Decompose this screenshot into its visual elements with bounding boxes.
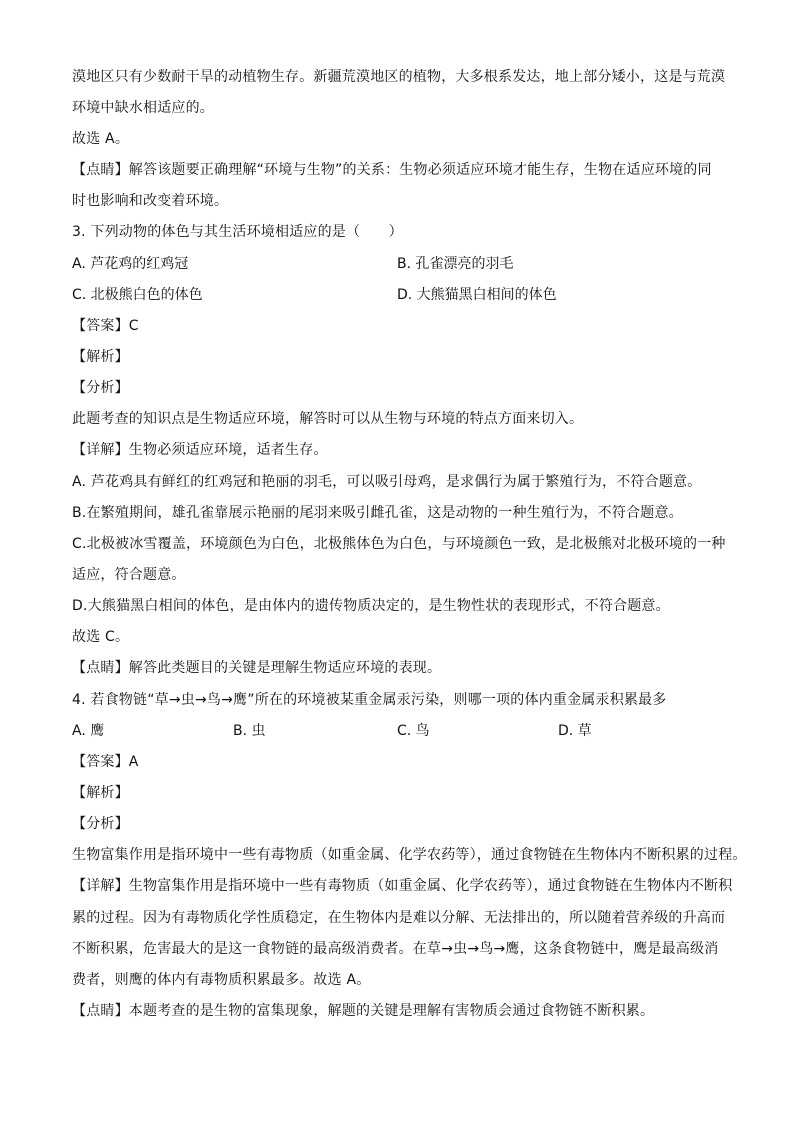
question-4-detail: 费者，则鹰的体内有毒物质积累最多。故选 A。: [72, 972, 371, 988]
question-3-detail-d: D.大熊猫黑白相间的体色，是由体内的遗传物质决定的，是生物性状的表现形式，不符合题意。: [72, 598, 670, 614]
question-3-stem: 3. 下列动物的体色与其生活环境相适应的是（ ）: [72, 224, 403, 240]
question-3-detail: 【详解】生物必须适应环境，适者生存。: [72, 442, 328, 458]
question-3-option-b: B. 孔雀漂亮的羽毛: [397, 256, 514, 272]
question-4-option-c: C. 鸟: [397, 723, 430, 739]
comment-line: 时也影响和改变着环境。: [72, 193, 229, 209]
question-4-analysis-text: 生物富集作用是指环境中一些有毒物质（如重金属、化学农药等），通过食物链在生物体内不断积累的过程。: [72, 847, 747, 863]
question-3-option-a: A. 芦花鸡的红鸡冠: [72, 256, 189, 272]
question-4-detail: 累的过程。因为有毒物质化学性质稳定，在生物体内是难以分解、无法排出的，所以随着营养级的升高而: [72, 910, 726, 926]
question-4-option-a: A. 鹰: [72, 723, 105, 739]
question-4-option-d: D. 草: [558, 723, 592, 739]
paragraph-line: 漠地区只有少数耐干旱的动植物生存。新疆荒漠地区的植物，大多根系发达，地上部分矮小，这是与荒漠: [72, 69, 726, 85]
question-3-option-c: C. 北极熊白色的体色: [72, 287, 203, 303]
question-3-detail-a: A. 芦花鸡具有鲜红的红鸡冠和艳丽的羽毛，可以吸引母鸡，是求偶行为属于繁殖行为，不符合题意。: [72, 474, 702, 490]
question-4-comment: 【点睛】本题考查的是生物的富集现象，解题的关键是理解有害物质会通过食物链不断积累。: [72, 1003, 655, 1019]
comment-line: 【点睛】解答该题要正确理解“环境与生物”的关系：生物必须适应环境才能生存，生物在适应环境的同: [72, 162, 712, 178]
question-4-detail: 不断积累，危害最大的是这一食物链的最高级消费者。在草→虫→鸟→鹰，这条食物链中，鹰是最高级消: [72, 941, 719, 957]
question-4-answer: 【答案】A: [72, 754, 139, 770]
question-3-selection: 故选 C。: [72, 629, 130, 645]
question-3-detail-c: C.北极被冰雪覆盖，环境颜色为白色，北极熊体色为白色，与环境颜色一致，是北极熊对北极环境的一种: [72, 536, 726, 552]
question-3-comment: 【点睛】解答此类题目的关键是理解生物适应环境的表现。: [72, 660, 442, 676]
paragraph-line: 故选 A。: [72, 131, 130, 147]
question-3-analysis-heading: 【解析】: [72, 349, 129, 365]
question-4-stem: 4. 若食物链“草→虫→鸟→鹰”所在的环境被某重金属汞污染，则哪一项的体内重金属汞积累最多: [72, 692, 667, 708]
question-3-analysis-label: 【分析】: [72, 380, 129, 396]
question-4-option-b: B. 虫: [233, 723, 266, 739]
question-3-answer: 【答案】C: [72, 318, 139, 334]
question-3-analysis-text: 此题考查的知识点是生物适应环境，解答时可以从生物与环境的特点方面来切入。: [72, 411, 584, 427]
paragraph-line: 环境中缺水相适应的。: [72, 100, 214, 116]
question-3-option-d: D. 大熊猫黑白相间的体色: [397, 287, 557, 303]
question-4-analysis-label: 【分析】: [72, 816, 129, 832]
question-3-detail-b: B.在繁殖期间，雄孔雀靠展示艳丽的尾羽来吸引雌孔雀，这是动物的一种生殖行为，不符合题意。: [72, 505, 683, 521]
question-4-analysis-heading: 【解析】: [72, 785, 129, 801]
question-4-detail: 【详解】生物富集作用是指环境中一些有毒物质（如重金属、化学农药等），通过食物链在生物体内不断积: [72, 878, 733, 894]
question-3-detail-c: 适应，符合题意。: [72, 567, 186, 583]
